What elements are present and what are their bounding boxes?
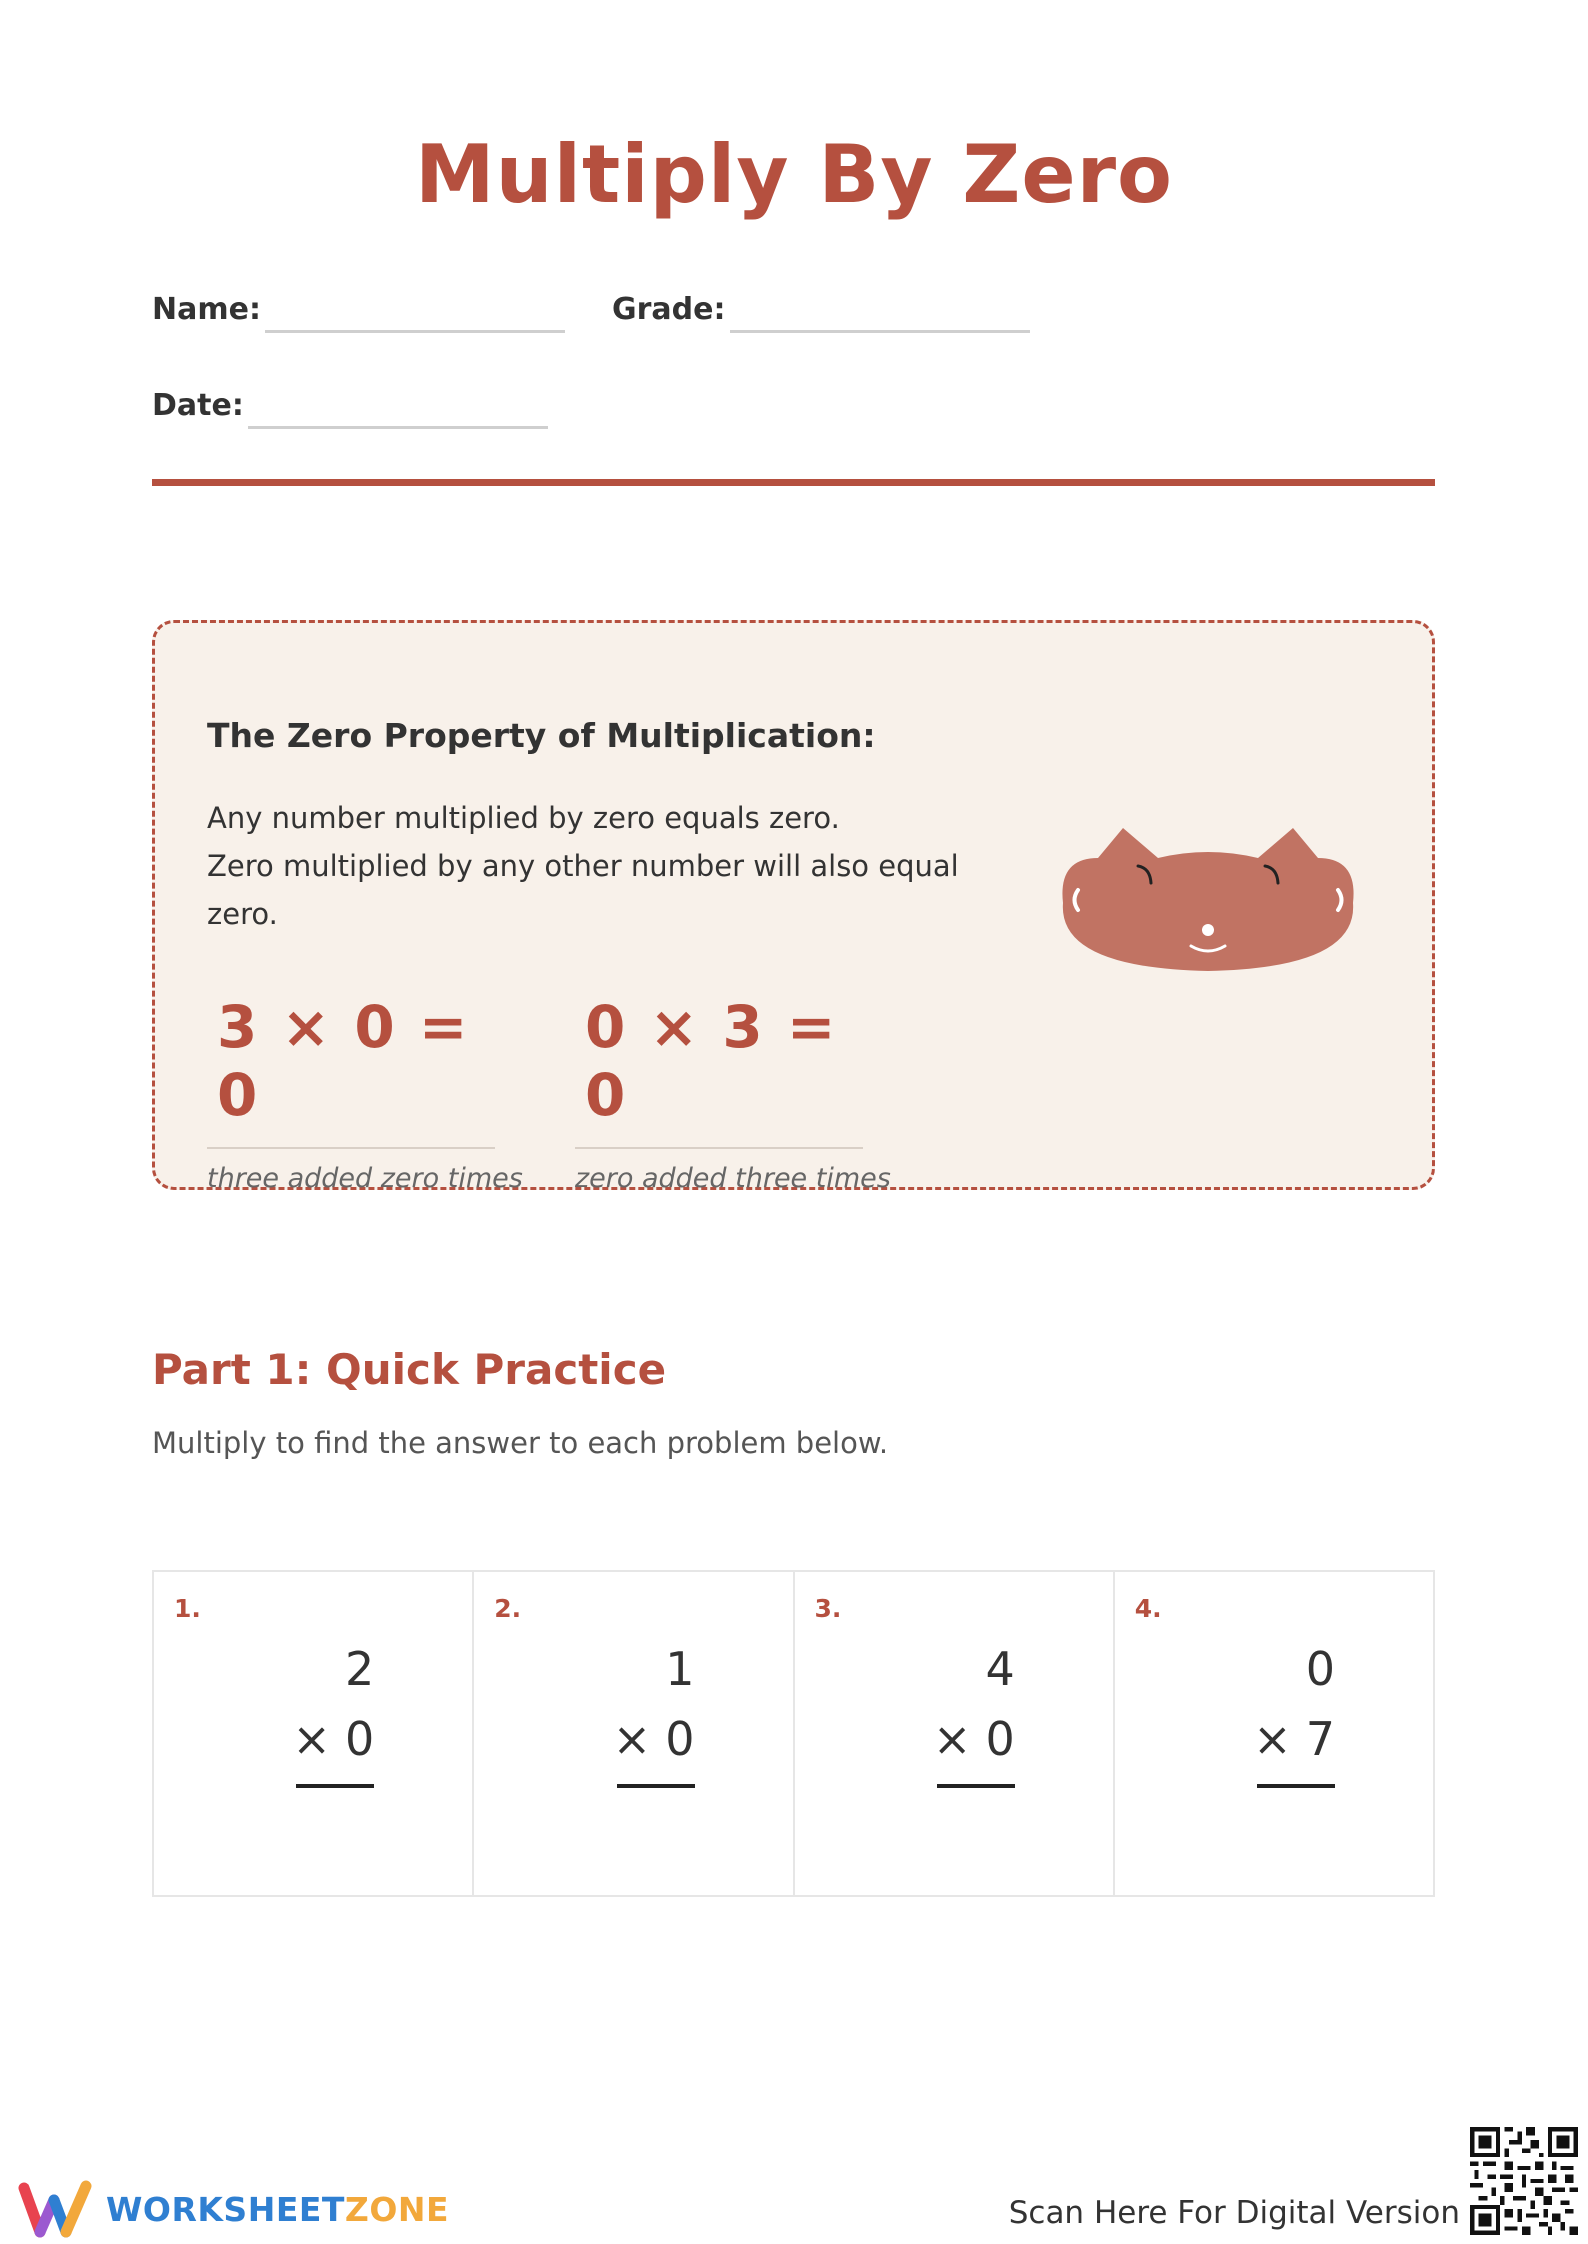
problem-number: 2. [494, 1594, 522, 1623]
scan-instruction: Scan Here For Digital Version [1008, 2195, 1460, 2231]
example-2-caption: zero added three times [575, 1163, 891, 1194]
part-1-instruction: Multiply to find the answer to each problem below. [152, 1426, 889, 1460]
problem-bottom-row [933, 1712, 1015, 1766]
problem-grid [152, 1570, 1435, 1897]
cat-face-icon [1053, 828, 1363, 988]
problem-number: 4. [1134, 1594, 1162, 1623]
name-label: Name: [152, 292, 261, 327]
worksheetzone-brand[interactable] [18, 2180, 449, 2238]
answer-line[interactable] [1257, 1784, 1335, 1788]
problem-4 [1115, 1572, 1433, 1895]
brand-name-part-2: ZONE [344, 2189, 450, 2229]
info-line-3: zero. [207, 897, 278, 931]
example-1 [207, 993, 523, 1194]
problem-top-operand: 1 [665, 1642, 695, 1696]
multiply-sign: × [1253, 1712, 1292, 1766]
info-heading: The Zero Property of Multiplication: [207, 716, 876, 755]
date-field[interactable] [248, 426, 548, 429]
example-1-caption: three added zero times [207, 1163, 523, 1194]
name-field[interactable] [265, 330, 565, 333]
problem-bottom-row [613, 1712, 695, 1766]
example-1-equation: 3 × 0 = 0 [207, 993, 495, 1149]
grade-label: Grade: [612, 292, 726, 327]
problem-top-operand: 0 [1305, 1642, 1335, 1696]
grade-field[interactable] [730, 330, 1030, 333]
header-divider [152, 479, 1435, 486]
problem-1 [154, 1572, 474, 1895]
problem-top-operand: 4 [985, 1642, 1015, 1696]
problem-3 [795, 1572, 1115, 1895]
problem-bottom-operand: 7 [1305, 1712, 1335, 1766]
part-1-title: Part 1: Quick Practice [152, 1345, 667, 1394]
answer-line[interactable] [296, 1784, 374, 1788]
example-2 [575, 993, 891, 1194]
multiply-sign: × [292, 1712, 331, 1766]
brand-name-part-1: WORKSHEET [106, 2189, 345, 2229]
brand-name [106, 2190, 449, 2229]
example-2-equation: 0 × 3 = 0 [575, 993, 863, 1149]
multiply-sign: × [612, 1712, 652, 1766]
info-line-2: Zero multiplied by any other number will also equal [207, 849, 959, 883]
page-title: Multiply By Zero [415, 128, 1173, 221]
multiply-sign: × [932, 1712, 972, 1766]
qr-code-icon[interactable] [1470, 2127, 1578, 2235]
problem-bottom-row [292, 1712, 374, 1766]
info-line-1: Any number multiplied by zero equals zero. [207, 801, 840, 835]
problem-bottom-operand: 0 [665, 1712, 695, 1766]
problem-bottom-operand: 0 [985, 1712, 1015, 1766]
worksheetzone-logo-icon [18, 2180, 94, 2238]
date-label: Date: [152, 388, 244, 423]
problem-top-operand: 2 [344, 1642, 375, 1696]
answer-line[interactable] [937, 1784, 1015, 1788]
problem-2 [474, 1572, 794, 1895]
problem-bottom-row [1253, 1712, 1335, 1766]
problem-number: 1. [174, 1594, 201, 1623]
problem-bottom-operand: 0 [344, 1712, 375, 1766]
zero-property-box [152, 620, 1435, 1194]
problem-number: 3. [814, 1594, 842, 1623]
answer-line[interactable] [617, 1784, 695, 1788]
